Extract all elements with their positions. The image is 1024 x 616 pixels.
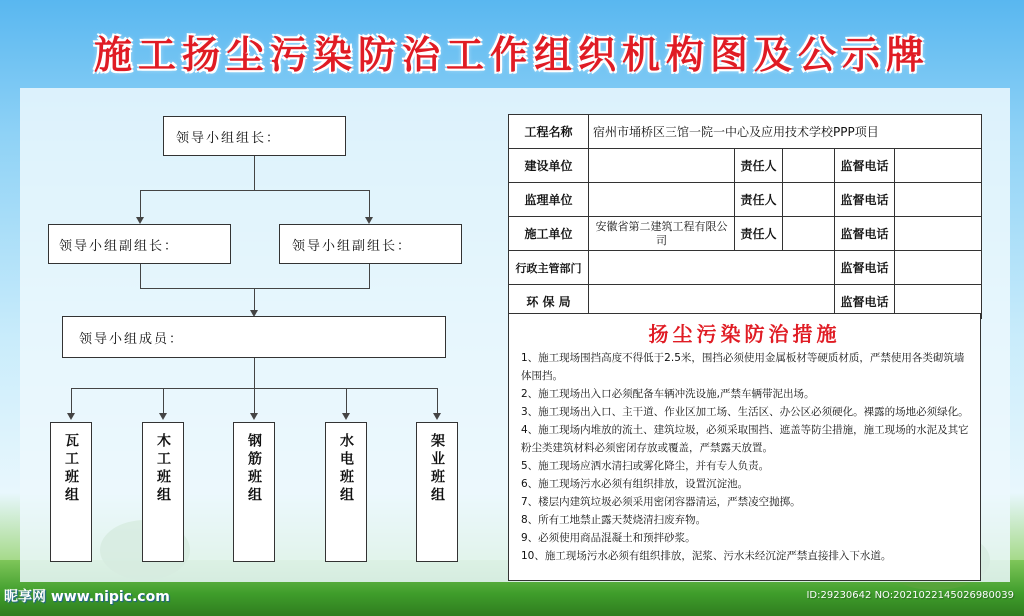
- connector-line: [140, 288, 370, 289]
- table-row: [509, 251, 982, 285]
- phone-label: 监督电话: [835, 217, 895, 251]
- connector-line: [369, 264, 370, 288]
- arrow-down-icon: [136, 217, 144, 224]
- list-item: 7、楼层内建筑垃圾必须采用密闭容器清运，严禁凌空抛掷。: [521, 496, 801, 508]
- watermark-id: ID:29230642 NO:20210221450269800​39: [806, 590, 1014, 601]
- org-deputy-label: 领导小组副组长：: [292, 238, 413, 254]
- measures-list: [509, 349, 980, 565]
- list-item: 9、必须使用商品混凝土和预拌砂浆。: [521, 532, 696, 544]
- connector-line: [163, 388, 164, 414]
- responsible-label: 责任人: [735, 217, 783, 251]
- phone-label: 监督电话: [835, 251, 895, 285]
- list-item: 2、施工现场出入口必须配备车辆冲洗设施,严禁车辆带泥出场。: [521, 388, 815, 400]
- list-item: 6、施工现场污水必须有组织排放，设置沉淀池。: [521, 478, 749, 490]
- list-item: 3、施工现场出入口、主干道、作业区加工场、生活区、办公区必须硬化。裸露的场地必须绿化。: [521, 406, 969, 418]
- connector-line: [140, 190, 141, 218]
- phone-value: [895, 217, 982, 251]
- connector-line: [369, 190, 370, 218]
- responsible-label: 责任人: [735, 149, 783, 183]
- row-label: 监理单位: [509, 183, 589, 217]
- phone-label: 监督电话: [835, 285, 895, 319]
- org-leader-box: [163, 116, 346, 156]
- team-box-scaffolding: 架业班组: [416, 422, 458, 562]
- arrow-down-icon: [250, 413, 258, 420]
- team-box-plumbing-electric: 水电班组: [325, 422, 367, 562]
- arrow-down-icon: [365, 217, 373, 224]
- row-value: 安徽省第二建筑工程有限公司: [589, 217, 735, 251]
- list-item: 8、所有工地禁止露天焚烧清扫废弃物。: [521, 514, 707, 526]
- org-members-label: 领导小组成员：: [79, 331, 185, 347]
- phone-label: 监督电话: [835, 183, 895, 217]
- connector-line: [254, 358, 255, 388]
- project-info-table: [508, 114, 982, 319]
- org-deputy-label: 领导小组副组长：: [59, 238, 180, 254]
- row-label: 行政主管部门: [509, 251, 589, 285]
- list-item: 1、施工现场围挡高度不得低于2.5米，围挡必须使用金属板材等硬质材质，严禁使用各类砌筑墙体围挡。: [521, 352, 965, 382]
- org-members-box: [62, 316, 446, 358]
- measures-panel: [508, 313, 981, 581]
- row-label: 施工单位: [509, 217, 589, 251]
- row-value: [589, 149, 735, 183]
- responsible-label: 责任人: [735, 183, 783, 217]
- connector-line: [254, 288, 255, 312]
- connector-line: [437, 388, 438, 414]
- row-label: 建设单位: [509, 149, 589, 183]
- arrow-down-icon: [159, 413, 167, 420]
- responsible-value: [783, 149, 835, 183]
- table-row: [509, 115, 982, 149]
- list-item: 10、施工现场污水必须有组织排放，泥浆、污水未经沉淀严禁直接排入下水道。: [521, 550, 892, 562]
- phone-label: 监督电话: [835, 149, 895, 183]
- arrow-down-icon: [433, 413, 441, 420]
- team-box-carpentry: 木工班组: [142, 422, 184, 562]
- project-name-label: 工程名称: [509, 115, 589, 149]
- phone-value: [895, 183, 982, 217]
- team-box-tile: 瓦工班组: [50, 422, 92, 562]
- connector-line: [254, 388, 255, 414]
- connector-line: [71, 388, 72, 414]
- org-leader-label: 领导小组组长：: [176, 130, 282, 146]
- table-row: [509, 217, 982, 251]
- measures-title: 扬尘污染防治措施: [648, 322, 841, 346]
- arrow-down-icon: [342, 413, 350, 420]
- table-row: [509, 149, 982, 183]
- connector-line: [346, 388, 347, 414]
- org-deputy-right-box: [279, 224, 462, 264]
- row-value: [589, 251, 835, 285]
- team-box-rebar: 钢筋班组: [233, 422, 275, 562]
- project-name-value: 宿州市埇桥区三馆一院一中心及应用技术学校PPP项目: [589, 115, 982, 149]
- row-label: 环 保 局: [509, 285, 589, 319]
- list-item: 4、施工现场内堆放的流土、建筑垃圾，必须采取围挡、遮盖等防尘措施，施工现场的水泥及其它粉尘类建筑材料必须密闭存放或覆盖，严禁露天放置。: [521, 424, 969, 454]
- watermark-site: 昵享网 www.nipic.com: [4, 589, 170, 605]
- row-value: [589, 183, 735, 217]
- page-title: 施工扬尘污染防治工作组织机构图及公示牌: [93, 33, 930, 77]
- connector-line: [140, 190, 370, 191]
- connector-line: [254, 156, 255, 190]
- org-deputy-left-box: [48, 224, 231, 264]
- connector-line: [140, 264, 141, 288]
- responsible-value: [783, 183, 835, 217]
- phone-value: [895, 149, 982, 183]
- phone-value: [895, 251, 982, 285]
- arrow-down-icon: [67, 413, 75, 420]
- table-row: [509, 183, 982, 217]
- responsible-value: [783, 217, 835, 251]
- list-item: 5、施工现场应洒水清扫或雾化降尘，并有专人负责。: [521, 460, 770, 472]
